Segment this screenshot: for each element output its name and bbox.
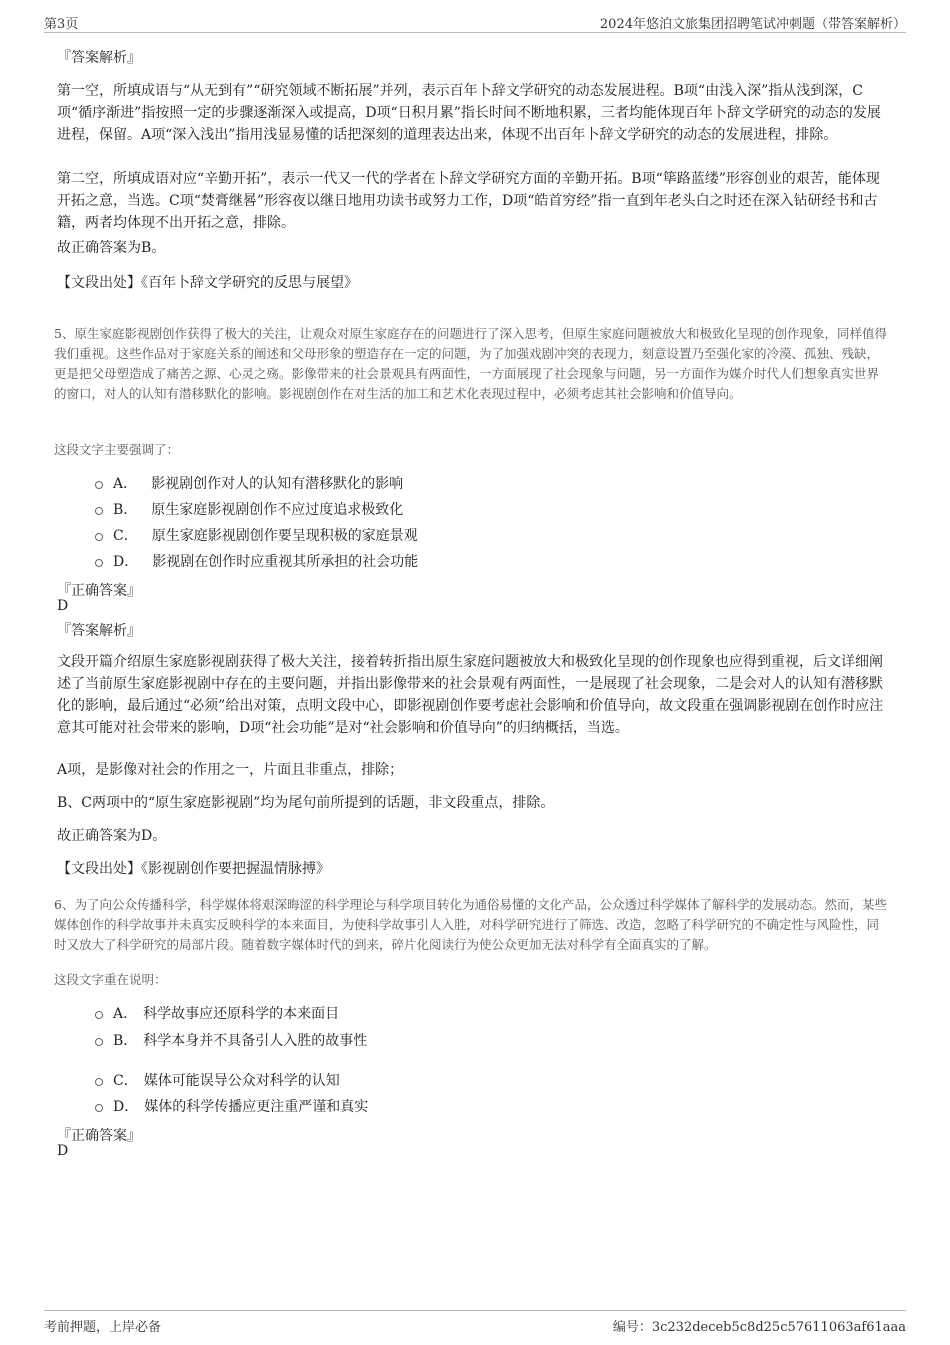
q5-stem: 5、原生家庭影视剧创作获得了极大的关注，让观众对原生家庭存在的问题进行了深入思考，但原生家庭问题被放大和极致化呈现的创作现象，同样值得我们重视。这些作品对于家庭关系的阐述和父母形象的塑造存在一定的问题，为了加强戏剧冲突的表现力，刻意设置乃至强化家的冷漠、孤独、残缺，更是把父母塑造成了痛苦之源、心灵之殇。影像带来的社会景观具有两面性，一方面展现了社会现象与问题，另一方面作为媒介时代人们想象真实世界的窗口，对人的认知有潜移默化的影响。影视剧创作在对生活的加工和艺术化表现过程中，必须考虑其社会影响和价值导向。 xyxy=(54,326,887,401)
q4-analysis-para2: 第二空，所填成语对应“辛勤开拓”，表示一代又一代的学者在卜辞文学研究方面的辛勤开拓。B项“筚路蓝缕”形容创业的艰苦，能体现开拓之意，当选。C项“焚膏继晷”形容夜以继日地用功读书或努力工作，D项“皓首穷经”指一直到年老头白之时还在深入钻研经书和古籍，两者均体现不出开拓之意，排除。 xyxy=(57,171,880,231)
radio-icon[interactable] xyxy=(95,1038,103,1046)
q5-analysis: 文段开篇介绍原生家庭影视剧获得了极大关注，接着转折指出原生家庭问题被放大和极致化呈现的创作现象也应得到重视，后文详细阐述了当前原生家庭影视剧中存在的主要问题，并指出影像带来的社会景观有两面性，一是展现了社会现象，二是会对人的认知有潜移默化的影响，最后通过“必须”给出对策，点明文段中心，即影视剧创作要考虑社会影响和价值导向，故文段重在强调影视剧在创作时应注意其可能对社会带来的影响，D项“社会功能”是对“社会影响和价值导向”的归纳概括，当选。 xyxy=(57,654,884,736)
page-number: 第3页 xyxy=(44,17,79,32)
document-title: 2024年悠泊文旅集团招聘笔试冲刺题（带答案解析） xyxy=(599,17,906,32)
q4-analysis-label: 『答案解析』 xyxy=(57,50,141,66)
option-letter: A． xyxy=(113,1006,138,1022)
option-letter: B． xyxy=(113,1033,138,1049)
document-code: 编号：3c232deceb5c8d25c57611063af61aaa xyxy=(612,1320,906,1335)
option-text: 影视剧创作对人的认知有潜移默化的影响 xyxy=(151,476,404,492)
q5-analysis-label: 『答案解析』 xyxy=(57,623,141,639)
option-letter: C． xyxy=(113,1073,138,1089)
q5-prompt: 这段文字主要强调了： xyxy=(54,442,180,457)
q4-source: 【文段出处】《百年卜辞文学研究的反思与展望》 xyxy=(57,275,358,291)
q5-note-a: A项，是影像对社会的作用之一，片面且非重点，排除； xyxy=(57,762,404,778)
page-footer xyxy=(44,1310,906,1341)
q6-option-c[interactable] xyxy=(95,1070,340,1090)
q6-answer-label: 『正确答案』 xyxy=(57,1128,141,1144)
q5-option-a[interactable] xyxy=(95,473,403,493)
option-text: 媒体可能误导公众对科学的认知 xyxy=(143,1073,340,1089)
radio-icon[interactable] xyxy=(95,533,103,541)
q5-answer: D xyxy=(57,598,69,614)
option-text: 原生家庭影视剧创作要呈现积极的家庭景观 xyxy=(151,528,418,544)
option-letter: A． xyxy=(113,476,138,492)
radio-icon[interactable] xyxy=(95,481,103,489)
q4-analysis-para1: 第一空，所填成语与“从无到有”“研究领域不断拓展”并列，表示百年卜辞文学研究的动态发展进程。B项“由浅入深”指从浅到深，C项“循序渐进”指按照一定的步骤逐渐深入或提高，D项“日积月累”指长时间不断地积累，三者均能体现百年卜辞文学研究的动态的发展进程，保留。A项“深入浅出”指用浅显易懂的话把深刻的道理表达出来，体现不出百年卜辞文学研究的动态的发展进程，排除。 xyxy=(57,83,881,143)
option-letter: C． xyxy=(113,528,138,544)
q6-option-d[interactable] xyxy=(95,1096,368,1116)
q5-option-d[interactable] xyxy=(95,551,418,571)
option-text: 原生家庭影视剧创作不应过度追求极致化 xyxy=(151,502,404,518)
option-letter: D． xyxy=(113,1099,139,1115)
q6-answer: D xyxy=(57,1143,69,1159)
q6-option-a[interactable] xyxy=(95,1003,339,1023)
option-text: 影视剧在创作时应重视其所承担的社会功能 xyxy=(152,554,419,570)
q5-option-b[interactable] xyxy=(95,499,403,519)
option-text: 科学本身并不具备引人入胜的故事性 xyxy=(143,1033,368,1049)
radio-icon[interactable] xyxy=(95,559,103,567)
footer-slogan: 考前押题，上岸必备 xyxy=(44,1320,162,1335)
q6-option-b[interactable] xyxy=(95,1030,367,1050)
q6-prompt: 这段文字重在说明： xyxy=(54,972,167,987)
q5-answer-label: 『正确答案』 xyxy=(57,583,141,599)
radio-icon[interactable] xyxy=(95,507,103,515)
option-letter: D． xyxy=(113,554,139,570)
q5-option-c[interactable] xyxy=(95,525,418,545)
option-letter: B． xyxy=(113,502,138,518)
radio-icon[interactable] xyxy=(95,1078,103,1086)
q6-stem: 6、为了向公众传播科学，科学媒体将艰深晦涩的科学理论与科学项目转化为通俗易懂的文化产品，公众透过科学媒体了解科学的发展动态。然而，某些媒体创作的科学故事并未真实反映科学的本来面目，为使科学故事引人入胜，对科学研究进行了筛选、改造，忽略了科学研究的不确定性与风险性，同时又放大了科学研究的局部片段。随着数字媒体时代的到来，碎片化阅读行为使公众更加无法对科学有全面真实的了解。 xyxy=(54,897,887,952)
option-text: 科学故事应还原科学的本来面目 xyxy=(143,1006,340,1022)
q5-note-bc: B、C两项中的“原生家庭影视剧”均为尾句前所提到的话题，非文段重点，排除。 xyxy=(57,795,555,811)
q4-conclusion: 故正确答案为B。 xyxy=(57,240,166,256)
option-text: 媒体的科学传播应更注重严谨和真实 xyxy=(144,1099,369,1115)
radio-icon[interactable] xyxy=(95,1011,103,1019)
q5-source: 【文段出处】《影视剧创作要把握温情脉搏》 xyxy=(57,861,330,877)
q5-conclusion: 故正确答案为D。 xyxy=(57,828,167,844)
page-header xyxy=(44,10,906,33)
radio-icon[interactable] xyxy=(95,1104,103,1112)
